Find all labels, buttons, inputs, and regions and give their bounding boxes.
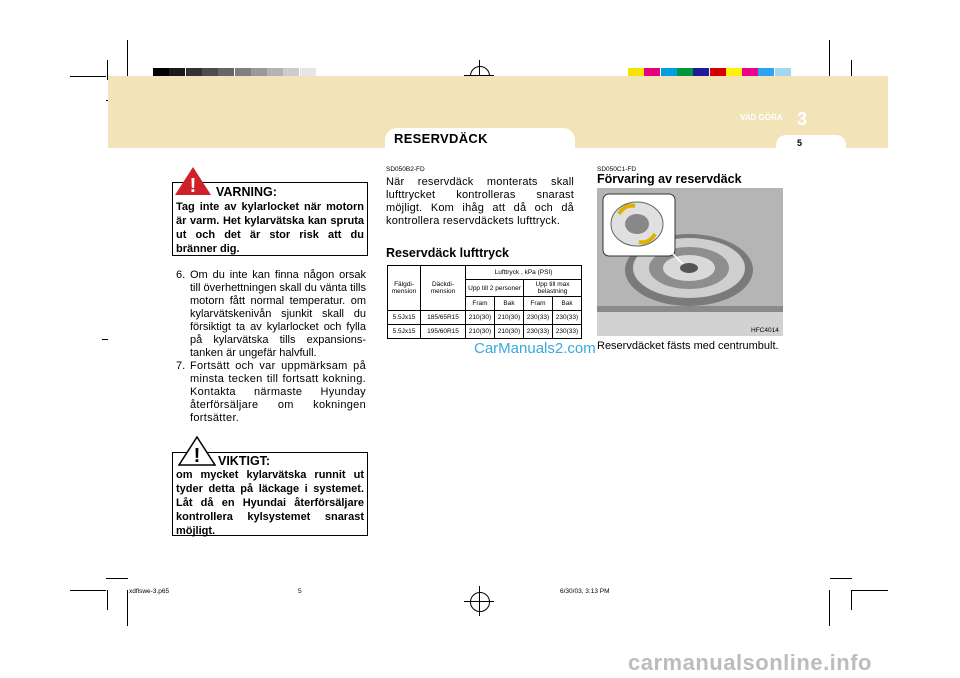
table-cell: 5.5Jx15 [388,325,421,339]
chapter-number: 3 [797,109,808,129]
bottom-watermark[interactable]: carmanualsonline.info [628,650,872,675]
col-header-tire: Däckdi-mension [421,266,466,311]
col-header-rim: Fälgdi-mension [388,266,421,311]
table-cell: 230(33) [524,311,553,325]
important-body: om mycket kylarvätska runnit ut tyder detta på läckage i systemet. Låt då en Hyundai återförsäljare kontrollera kylsystemet snarast möjligt. [176,469,364,537]
intro-paragraph: När reservdäck monterats skall lufttrycket kontrolleras snarast möjligt. Kom ihåg att då och då kontrollera reservdäckets lufttryck. [386,176,574,227]
col-header-pressure: Lufttryck , kPa (PSI) [466,266,582,280]
exclamation-triangle-icon [178,436,216,471]
table-cell: 195/60R15 [421,325,466,339]
spare-tire-illustration [597,188,783,336]
sub-header: Bak [495,297,524,311]
table-cell: 5.5Jx15 [388,311,421,325]
section-code: SD050C1-FD [597,166,637,173]
sub-header: Bak [553,297,582,311]
table-cell: 185/65R15 [421,311,466,325]
step-text: Om du inte kan finna någon orsak till överhettningen skall du vänta tills motorn fått normal temperatur. om kylarvätskenivån sjunkit skall du försiktigt ta av kylarlocket och fylla på kylarvätska tills expansions-tanken är ungefär halvfull. [190,269,366,359]
col-group-two-persons: Upp till 2 personer [466,280,524,297]
step-number: 6. [176,269,186,281]
table-cell: 230(33) [553,325,582,339]
table-cell: 230(33) [553,311,582,325]
section-code: SD050B2-FD [386,166,425,173]
sub-header: Fram [466,297,495,311]
footer-filename: xdflswe-3.p65 [129,588,170,595]
table-cell: 210(30) [466,311,495,325]
pressure-heading: Reservdäck lufttryck [386,246,509,260]
svg-text:!: ! [193,445,201,466]
step-number: 7. [176,360,186,372]
table-cell: 210(30) [466,325,495,339]
table-cell: 210(30) [495,311,524,325]
exclamation-triangle-icon [174,166,212,201]
chapter-label: VAD GÖRA [740,113,783,122]
col-group-max-load: Upp till max belastning [524,280,582,297]
important-title: VIKTIGT: [218,454,271,468]
footer-timestamp: 6/30/03, 3:13 PM [560,588,610,595]
watermark-link[interactable]: CarManuals2.com [474,340,596,357]
sub-header: Fram [524,297,553,311]
warning-title: VARNING: [216,185,277,199]
table-row [388,325,582,339]
tire-pressure-table [387,265,582,339]
page-number-tab [776,135,846,151]
warning-body: Tag inte av kylarlocket när motorn är varm. Het kylarvätska kan spruta ut och det är stor risk att du bränner dig. [176,201,364,255]
image-label: HFC4014 [751,327,779,334]
storage-heading: Förvaring av reservdäck [597,172,742,186]
section-title: RESERVDÄCK [394,131,488,146]
table-cell: 210(30) [495,325,524,339]
step-text: Fortsätt och var uppmärksam på minsta tecken till fortsatt kokning. Kontakta närmaste Hyunday återförsäljare om kokningen fortsätter. [190,360,366,424]
svg-text:!: ! [189,175,197,196]
table-cell: 230(33) [524,325,553,339]
footer-page: 5 [298,588,302,595]
storage-caption: Reservdäcket fästs med centrumbult. [597,340,779,352]
page-number: 5 [797,138,803,148]
table-row [388,311,582,325]
